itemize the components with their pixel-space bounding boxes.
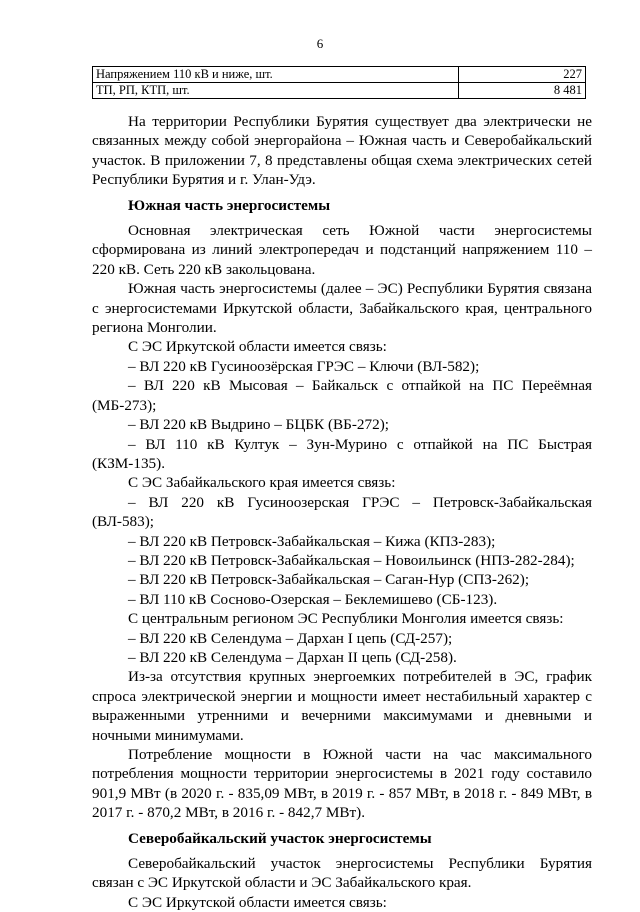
paragraph: С ЭС Забайкальского края имеется связь: xyxy=(128,474,396,492)
paragraph: Южная часть энергосистемы (далее – ЭС) Республики Бурятия связана с энергосистемами Иркутской области, Забайкальского края, центрального региона Монголии. xyxy=(92,280,592,337)
paragraph: – ВЛ 220 кВ Гусиноозерская ГРЭС – Петровск-Забайкальская (ВЛ-583); xyxy=(92,493,592,531)
paragraph: – ВЛ 220 кВ Селендума – Дархан I цепь (СД-257); xyxy=(128,629,453,647)
table-cell-value: 8 481 xyxy=(459,83,586,99)
paragraph: – ВЛ 220 кВ Селендума – Дархан II цепь (СД-258). xyxy=(128,648,457,666)
paragraph: – ВЛ 220 кВ Мысовая – Байкальск с отпайкой на ПС Переёмная (МБ-273); xyxy=(92,377,592,414)
paragraph: С центральным регионом ЭС Республики Монголия имеется связь: xyxy=(128,610,564,628)
paragraph: Основная электрическая сеть Южной части энергосистемы сформирована из линий электропередач и подстанций напряжением 110 – 220 кВ. Сеть 220 кВ закольцована. xyxy=(92,222,592,278)
paragraph: – ВЛ 220 кВ Петровск-Забайкальская – Новоильинск (НПЗ-282-284); xyxy=(128,551,575,569)
summary-table xyxy=(92,66,586,99)
table-row xyxy=(93,83,586,99)
paragraph: Потребление мощности в Южной части на час максимального потребления мощности территории энергосистемы в 2021 году составило 901,9 МВт (в 2020 г. - 835,09 МВт, в 2019 г. - 857 МВт, в 2018 г. - 849 МВт, в 2017 г. - 870,2 МВт, в 2016 г. - 842,7 МВт). xyxy=(92,746,592,822)
table-cell-value: 227 xyxy=(459,67,586,83)
paragraph: – ВЛ 220 кВ Петровск-Забайкальская – Кижа (КПЗ-283); xyxy=(128,532,496,550)
paragraph: – ВЛ 110 кВ Култук – Зун-Мурино с отпайкой на ПС Быстрая (КЗМ-135). xyxy=(92,435,592,472)
paragraph: С ЭС Иркутской области имеется связь: xyxy=(128,893,387,911)
page-number: 6 xyxy=(316,36,324,51)
paragraph: – ВЛ 220 кВ Петровск-Забайкальская – Саган-Нур (СПЗ-262); xyxy=(128,571,530,589)
section-heading: Северобайкальский участок энергосистемы xyxy=(128,829,432,847)
paragraph: Северобайкальский участок энергосистемы Республики Бурятия связан с ЭС Иркутской области и ЭС Забайкальского края. xyxy=(92,855,592,892)
paragraph: – ВЛ 220 кВ Гусиноозёрская ГРЭС – Ключи (ВЛ-582); xyxy=(128,357,480,375)
paragraph: На территории Республики Бурятия существует два электрически не связанных между собой энергорайона – Южная часть и Северобайкальский участок. В приложении 7, 8 представлены общая схема электрических сетей Республики Бурятия и г. Улан-Удэ. xyxy=(92,113,592,189)
table-cell-label: Напряжением 110 кВ и ниже, шт. xyxy=(93,67,459,83)
paragraph: – ВЛ 220 кВ Выдрино – БЦБК (ВБ-272); xyxy=(128,416,389,434)
table-cell-label: ТП, РП, КТП, шт. xyxy=(93,83,459,99)
paragraph: С ЭС Иркутской области имеется связь: xyxy=(128,338,387,356)
section-heading: Южная часть энергосистемы xyxy=(128,196,331,214)
document-body xyxy=(92,112,592,912)
paragraph: Из-за отсутствия крупных энергоемких потребителей в ЭС, график спроса электрической энергии и мощности имеет нестабильный характер с выраженными утренними и вечерними максимумами и дневными и ночными минимумами. xyxy=(92,668,592,744)
paragraph: – ВЛ 110 кВ Сосново-Озерская – Беклемишево (СБ-123). xyxy=(128,590,498,608)
table-row xyxy=(93,67,586,83)
